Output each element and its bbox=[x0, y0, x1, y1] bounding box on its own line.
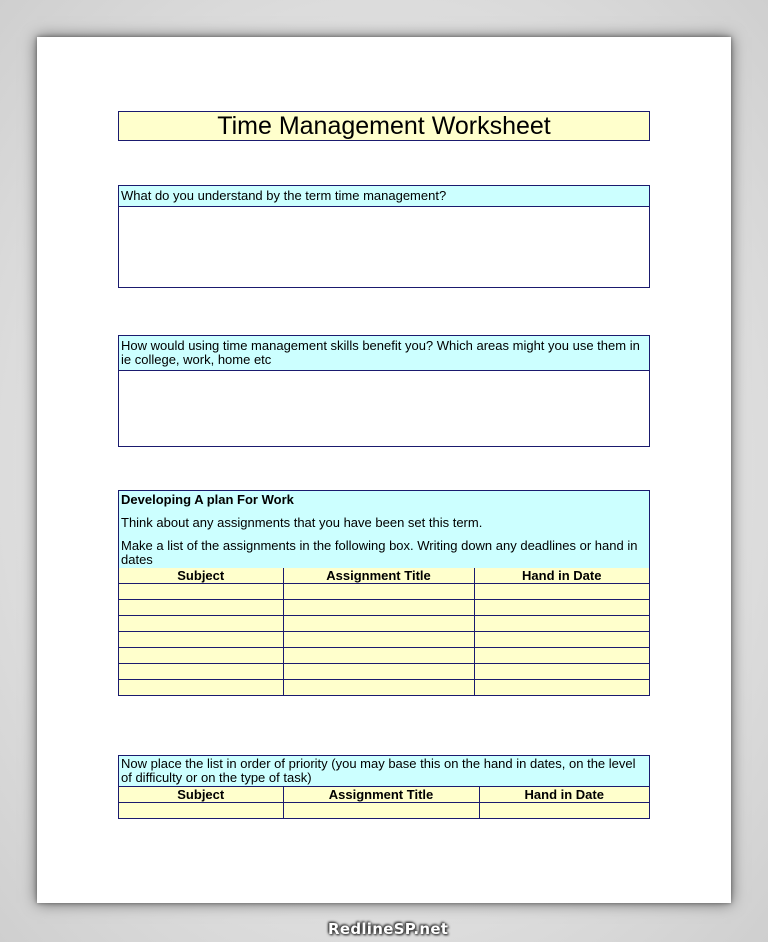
table-row bbox=[119, 600, 649, 616]
subject-cell[interactable] bbox=[119, 584, 283, 600]
hand-in-date-cell[interactable] bbox=[474, 680, 649, 696]
plan-header bbox=[119, 491, 649, 568]
subject-cell[interactable] bbox=[119, 616, 283, 632]
watermark-text: RedlineSP.net bbox=[328, 920, 449, 938]
priority-prompt: Now place the list in order of priority (you may base this on the hand in dates, on the level of difficulty or on the type of task) bbox=[119, 756, 649, 787]
plan-col-hand-in-date: Hand in Date bbox=[474, 568, 649, 584]
priority-table bbox=[119, 787, 649, 818]
hand-in-date-cell[interactable] bbox=[474, 632, 649, 648]
plan-instruction-1: Think about any assignments that you have been set this term. bbox=[121, 515, 483, 530]
subject-cell[interactable] bbox=[119, 600, 283, 616]
assignment-title-cell[interactable] bbox=[283, 664, 474, 680]
subject-cell[interactable] bbox=[119, 680, 283, 696]
hand-in-date-cell[interactable] bbox=[479, 803, 649, 819]
priority-table-header-row bbox=[119, 787, 649, 803]
assignment-title-cell[interactable] bbox=[283, 632, 474, 648]
assignment-title-cell[interactable] bbox=[283, 584, 474, 600]
question-1-box bbox=[118, 185, 650, 288]
question-2-box bbox=[118, 335, 650, 447]
worksheet-title: Time Management Worksheet bbox=[118, 111, 650, 141]
table-row bbox=[119, 616, 649, 632]
plan-heading: Developing A plan For Work bbox=[121, 492, 294, 507]
plan-col-subject: Subject bbox=[119, 568, 283, 584]
table-row bbox=[119, 680, 649, 696]
priority-section bbox=[118, 755, 650, 819]
question-2-prompt: How would using time management skills benefit you? Which areas might you use them in ie college, work, home etc bbox=[119, 336, 649, 371]
worksheet-page bbox=[37, 37, 731, 903]
hand-in-date-cell[interactable] bbox=[474, 600, 649, 616]
priority-col-hand-in-date: Hand in Date bbox=[479, 787, 649, 803]
subject-cell[interactable] bbox=[119, 632, 283, 648]
hand-in-date-cell[interactable] bbox=[474, 664, 649, 680]
assignment-title-cell[interactable] bbox=[283, 803, 479, 819]
table-row bbox=[119, 584, 649, 600]
table-row bbox=[119, 664, 649, 680]
plan-table-header-row bbox=[119, 568, 649, 584]
plan-col-assignment-title: Assignment Title bbox=[283, 568, 474, 584]
assignment-title-cell[interactable] bbox=[283, 600, 474, 616]
table-row bbox=[119, 632, 649, 648]
subject-cell[interactable] bbox=[119, 803, 283, 819]
assignment-title-cell[interactable] bbox=[283, 680, 474, 696]
assignment-title-cell[interactable] bbox=[283, 648, 474, 664]
hand-in-date-cell[interactable] bbox=[474, 616, 649, 632]
question-2-answer-area[interactable] bbox=[119, 371, 649, 446]
plan-section bbox=[118, 490, 650, 696]
hand-in-date-cell[interactable] bbox=[474, 648, 649, 664]
plan-instruction-2: Make a list of the assignments in the following box. Writing down any deadlines or hand in dates bbox=[121, 538, 638, 567]
plan-table bbox=[119, 568, 649, 695]
hand-in-date-cell[interactable] bbox=[474, 584, 649, 600]
priority-col-subject: Subject bbox=[119, 787, 283, 803]
priority-col-assignment-title: Assignment Title bbox=[283, 787, 479, 803]
subject-cell[interactable] bbox=[119, 648, 283, 664]
question-1-prompt: What do you understand by the term time management? bbox=[119, 186, 649, 207]
subject-cell[interactable] bbox=[119, 664, 283, 680]
table-row bbox=[119, 803, 649, 819]
table-row bbox=[119, 648, 649, 664]
question-1-answer-area[interactable] bbox=[119, 207, 649, 287]
assignment-title-cell[interactable] bbox=[283, 616, 474, 632]
